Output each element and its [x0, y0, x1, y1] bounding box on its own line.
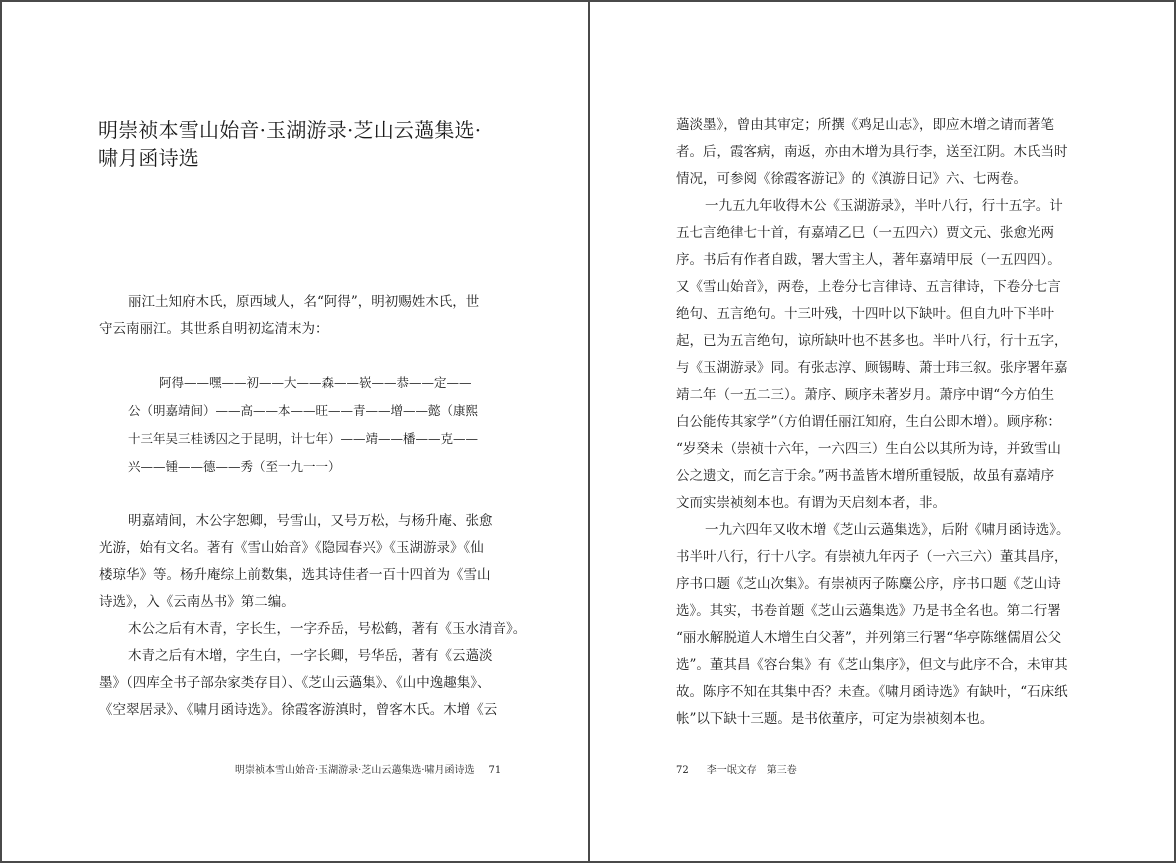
left-page	[2, 2, 588, 861]
text-line: 起，已为五言绝句，谅所缺叶也不甚多也。半叶八行，行十五字，	[676, 333, 1068, 349]
text-line: 光游，始有文名。著有《雪山始音》《隐园春兴》《玉湖游录》《仙	[99, 540, 484, 556]
text-line: 五七言绝律七十首，有嘉靖乙巳（一五四六）贾文元、张愈光两	[676, 225, 1054, 241]
text-line: 书半叶八行，行十八字。有崇祯九年丙子（一六三六）董其昌序，	[676, 549, 1068, 565]
text-line: 丽江土知府木氏，原西域人，名“阿得”，明初赐姓木氏，世	[128, 294, 480, 310]
text-line: 选”。董其昌《容台集》有《芝山集序》，但文与此序不合，未审其	[676, 657, 1068, 673]
text-line: 白公能传其家学”（方伯谓任丽江知府，生白公即木增）。顾序称：	[676, 414, 1061, 430]
text-line: 木公之后有木青，字长生，一字乔岳，号松鹤，著有《玉水清音》。	[128, 621, 527, 637]
text-line: 木青之后有木增，字生白，一字长卿，号华岳，著有《云薖淡	[128, 648, 493, 664]
title-line: 啸月函诗选	[98, 146, 199, 170]
text-line: 与《玉湖游录》同。有张志淳、顾锡畴、萧士玮三叙。张序署年嘉	[676, 360, 1068, 376]
text-line: 者。后，霞客病，南返，亦由木增为具行李，送至江阴。木氏当时	[676, 144, 1068, 160]
page-footer	[676, 764, 797, 778]
text-line: 一九五九年收得木公《玉湖游录》，半叶八行，行十五字。计	[705, 198, 1063, 214]
running-title: 李一氓文存 第三卷	[706, 765, 797, 776]
text-line: 序。书后有作者自跋，署大雪主人，著年嘉靖甲辰（一五四四）。	[676, 252, 1061, 268]
title-line: 明崇祯本雪山始音·玉湖游录·芝山云薖集选·	[98, 118, 482, 142]
text-line: 守云南丽江。其世系自明初迄清末为：	[99, 321, 329, 337]
text-line: 薖淡墨》，曾由其审定；所撰《鸡足山志》，即应木增之请而著笔	[676, 117, 1054, 133]
text-line: 文而实崇祯刻本也。有谓为天启刻本者，非。	[676, 495, 946, 511]
page-footer	[235, 764, 501, 778]
text-line: 情况，可参阅《徐霞客游记》的《滇游日记》六、七两卷。	[676, 171, 1027, 187]
text-line: 靖二年（一五二三）。萧序、顾序未著岁月。萧序中谓“今方伯生	[676, 387, 1055, 403]
lineage-line: 阿得——嘿——初——大——森——嵚——恭——定——	[159, 375, 472, 390]
text-line: 选》。其实，书卷首题《芝山云薖集选》乃是书全名也。第二行署	[676, 603, 1061, 619]
page-number: 72	[676, 765, 689, 776]
text-line: 故。陈序不知在其集中否？未查。《啸月函诗选》有缺叶，“石床纸	[676, 684, 1068, 700]
text-line: 《空翠居录》、《啸月函诗选》。徐霞客游滇时，曾客木氏。木增《云	[99, 702, 498, 718]
text-line: 一九六四年又收木增《芝山云薖集选》，后附《啸月函诗选》。	[705, 522, 1070, 538]
lineage-line: 兴——锺——德——秀（至一九一一）	[128, 459, 341, 474]
running-title: 明崇祯本雪山始音·玉湖游录·芝山云薖集选·啸月函诗选	[235, 765, 475, 776]
text-line: 墨》（四库全书子部杂家类存目）、《芝山云薖集》、《山中逸趣集》、	[99, 675, 491, 691]
text-line: 楼琼华》等。杨升庵综上前数集，选其诗佳者一百十四首为《雪山	[99, 567, 491, 583]
text-line: 明嘉靖间，木公字恕卿，号雪山，又号万松，与杨升庵、张愈	[128, 513, 493, 529]
page-number: 71	[488, 765, 502, 776]
right-page	[590, 2, 1176, 861]
text-line: “丽水解脱道人木增生白父著”，并列第三行署“华亭陈继儒眉公父	[676, 630, 1062, 646]
text-line: 诗选》，入《云南丛书》第二编。	[99, 594, 295, 610]
text-line: 序书口题《芝山次集》。有崇祯丙子陈麋公序，序书口题《芝山诗	[676, 576, 1061, 592]
text-line: 公之遗文，而乞言于余。”两书盖皆木增所重锓版，故虽有嘉靖序	[676, 468, 1055, 484]
lineage-line: 公（明嘉靖间）——高——本——旺——青——增——懿（康熙	[128, 403, 479, 418]
article-title	[98, 116, 518, 172]
text-line: 又《雪山始音》，两卷，上卷分七言律诗、五言律诗，下卷分七言	[676, 279, 1061, 295]
text-line: 帐”以下缺十三题。是书依董序，可定为崇祯刻本也。	[676, 711, 994, 727]
text-line: 绝句、五言绝句。十三叶残，十四叶以下缺叶。但自九叶下半叶	[676, 306, 1054, 322]
lineage-line: 十三年吴三桂诱囚之于昆明，计七年）——靖——橎——克——	[128, 431, 479, 446]
text-line: “岁癸未（崇祯十六年，一六四三）生白公以其所为诗，并致雪山	[676, 441, 1061, 457]
